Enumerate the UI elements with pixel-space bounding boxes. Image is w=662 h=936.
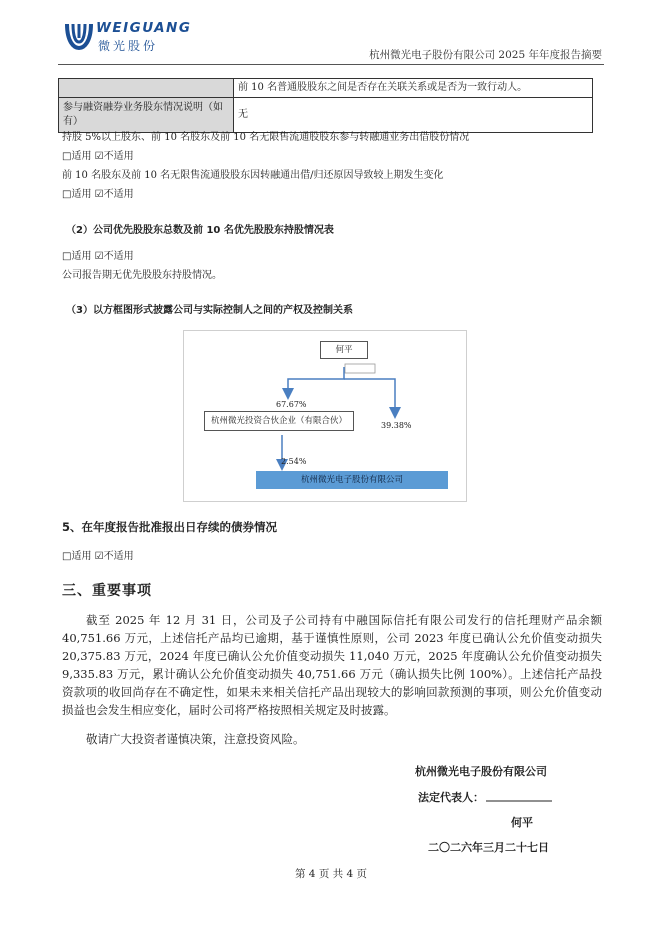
table-cell-label <box>59 79 234 98</box>
header-divider <box>58 64 604 65</box>
signature-company: 杭州微光电子股份有限公司 <box>415 765 547 778</box>
legal-rep-label: 法定代表人： <box>418 791 484 804</box>
legal-rep-blank: ____________ <box>486 789 552 802</box>
bond-section-heading: 5、在年度报告批准报出日存续的债券情况 <box>62 520 277 534</box>
pct-indirect: 2.54% <box>281 457 307 466</box>
company-logo-icon <box>64 20 94 52</box>
table-row <box>59 98 593 133</box>
trust-product-paragraph: 截至 2025 年 12 月 31 日，公司及子公司持有中融国际信托有限公司发行的信托理财产品余额 40,751.66 万元，上述信托产品均已逾期，基于谨慎性原则，公司 2023 年度已确认公允价值变动损失 20,375.83 万元，2024 年度已确认公允价值变动损失 11,040 万元，2025 年度确认公允价值变动损失 9,335.83 万元，累计确认公允价值变动损失 40,751.66 万元（确认损失比例 100%）。上述信托产品投资款项的收回尚存在不确定性，如果未来相关信托产品出现较大的影响回款预测的事项，则公允价值变动损益也会发生相应变化，届时公司将严格按照相关规定及时披露。 <box>62 613 602 717</box>
table-row <box>59 79 593 98</box>
preferred-shares-heading: （2）公司优先股股东总数及前 10 名优先股股东持股情况表 <box>66 225 334 236</box>
lending-disclosure-text: 持股 5%以上股东、前 10 名股东及前 10 名无限售流通股股东参与转融通业务出借股份情况 <box>62 132 470 143</box>
control-relationship-heading: （3）以方框图形式披露公司与实际控制人之间的产权及控制关系 <box>66 305 353 316</box>
document-title: 杭州微光电子股份有限公司 2025 年年度报告摘要 <box>369 49 602 61</box>
applicable-checkbox-line: □适用 ☑不适用 <box>62 189 134 200</box>
logo-chinese: 微光股份 <box>98 39 159 53</box>
controller-box: 何平 <box>320 341 368 359</box>
applicable-checkbox-line: □适用 ☑不适用 <box>62 151 134 162</box>
applicable-checkbox-line: □适用 ☑不适用 <box>62 251 134 262</box>
company-box: 杭州微光电子股份有限公司 <box>256 471 448 489</box>
lending-change-text: 前 10 名股东及前 10 名无限售流通股股东因转融通出借/归还原因导致较上期发生变化 <box>62 170 444 181</box>
shareholder-table <box>58 78 593 133</box>
page-number: 第 4 页 共 4 页 <box>294 868 368 880</box>
legal-rep-name: 何平 <box>511 816 533 829</box>
risk-warning-paragraph: 敬请广大投资者谨慎决策，注意投资风险。 <box>86 732 305 746</box>
applicable-checkbox-line: □适用 ☑不适用 <box>62 551 134 562</box>
table-cell-value: 前 10 名普通股股东之间是否存在关联关系或是否为一致行动人。 <box>234 79 593 98</box>
signature-date: 二〇二六年三月二十七日 <box>428 841 549 854</box>
pct-partnership: 67.67% <box>276 400 307 409</box>
preferred-shares-text: 公司报告期无优先股股东持股情况。 <box>62 270 222 281</box>
table-cell-value: 无 <box>234 98 593 133</box>
table-cell-label: 参与融资融券业务股东情况说明（如有） <box>59 98 234 133</box>
important-matters-heading: 三、重要事项 <box>62 583 152 599</box>
ownership-diagram <box>183 330 467 502</box>
logo-wordmark: WEIGUANG <box>96 20 192 36</box>
pct-direct: 39.38% <box>381 421 412 430</box>
partnership-box: 杭州微光投资合伙企业（有限合伙） <box>204 411 354 431</box>
